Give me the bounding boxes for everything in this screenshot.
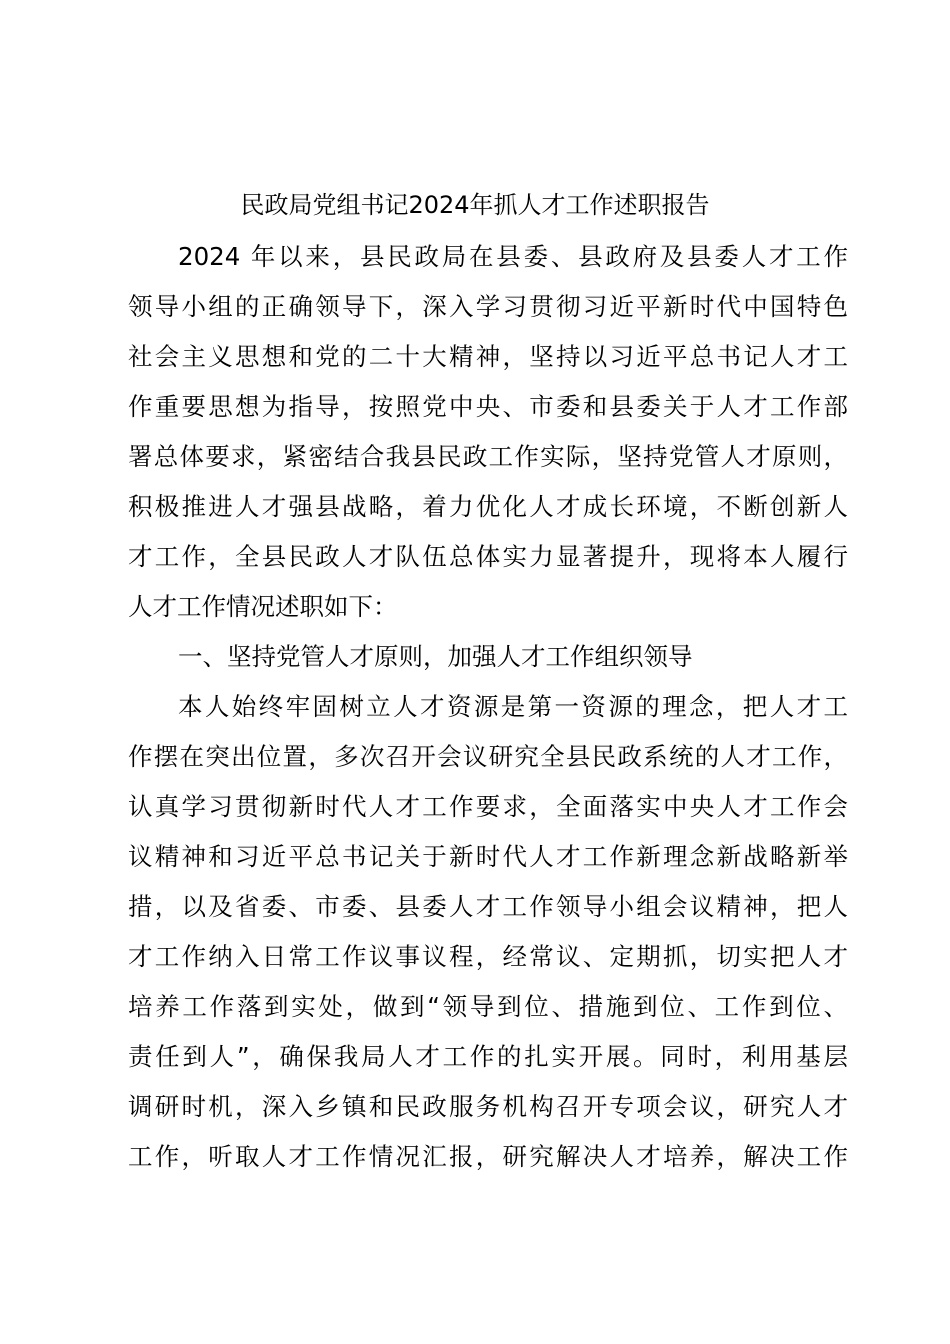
paragraph-line: 领导小组的正确领导下，深入学习贯彻习近平新时代中国特色 <box>128 292 848 321</box>
paragraph-line: 措，以及省委、市委、县委人才工作领导小组会议精神，把人 <box>128 892 848 921</box>
paragraph-line: 作摆在突出位置，多次召开会议研究全县民政系统的人才工作， <box>128 742 848 771</box>
paragraph-line: 本人始终牢固树立人才资源是第一资源的理念，把人才工 <box>178 692 848 721</box>
paragraph-line: 才工作纳入日常工作议事议程，经常议、定期抓，切实把人才 <box>128 942 848 971</box>
paragraph-line: 工作，听取人才工作情况汇报，研究解决人才培养，解决工作 <box>128 1142 848 1171</box>
paragraph-line: 人才工作情况述职如下： <box>128 592 398 621</box>
paragraph-line: 议精神和习近平总书记关于新时代人才工作新理念新战略新举 <box>128 842 848 871</box>
paragraph-line: 署总体要求，紧密结合我县民政工作实际，坚持党管人才原则， <box>128 442 848 471</box>
paragraph-line: 认真学习贯彻新时代人才工作要求，全面落实中央人才工作会 <box>128 792 848 821</box>
paragraph-line: 调研时机，深入乡镇和民政服务机构召开专项会议，研究人才 <box>128 1092 848 1121</box>
paragraph-line: 作重要思想为指导，按照党中央、市委和县委关于人才工作部 <box>128 392 848 421</box>
paragraph-line: 社会主义思想和党的二十大精神，坚持以习近平总书记人才工 <box>128 342 848 371</box>
paragraph-line: 培养工作落到实处，做到“领导到位、措施到位、工作到位、 <box>128 992 848 1021</box>
section-heading: 一、坚持党管人才原则，加强人才工作组织领导 <box>178 642 693 671</box>
paragraph-line: 才工作，全县民政人才队伍总体实力显著提升，现将本人履行 <box>128 542 848 571</box>
document-body <box>128 232 848 1182</box>
paragraph-line: 积极推进人才强县战略，着力优化人才成长环境，不断创新人 <box>128 492 848 521</box>
paragraph-line: 2024 年以来，县民政局在县委、县政府及县委人才工作 <box>178 242 848 271</box>
document-title: 民政局党组书记2024年抓人才工作述职报告 <box>240 191 710 219</box>
paragraph-line: 责任到人”，确保我局人才工作的扎实开展。同时，利用基层 <box>128 1042 848 1071</box>
